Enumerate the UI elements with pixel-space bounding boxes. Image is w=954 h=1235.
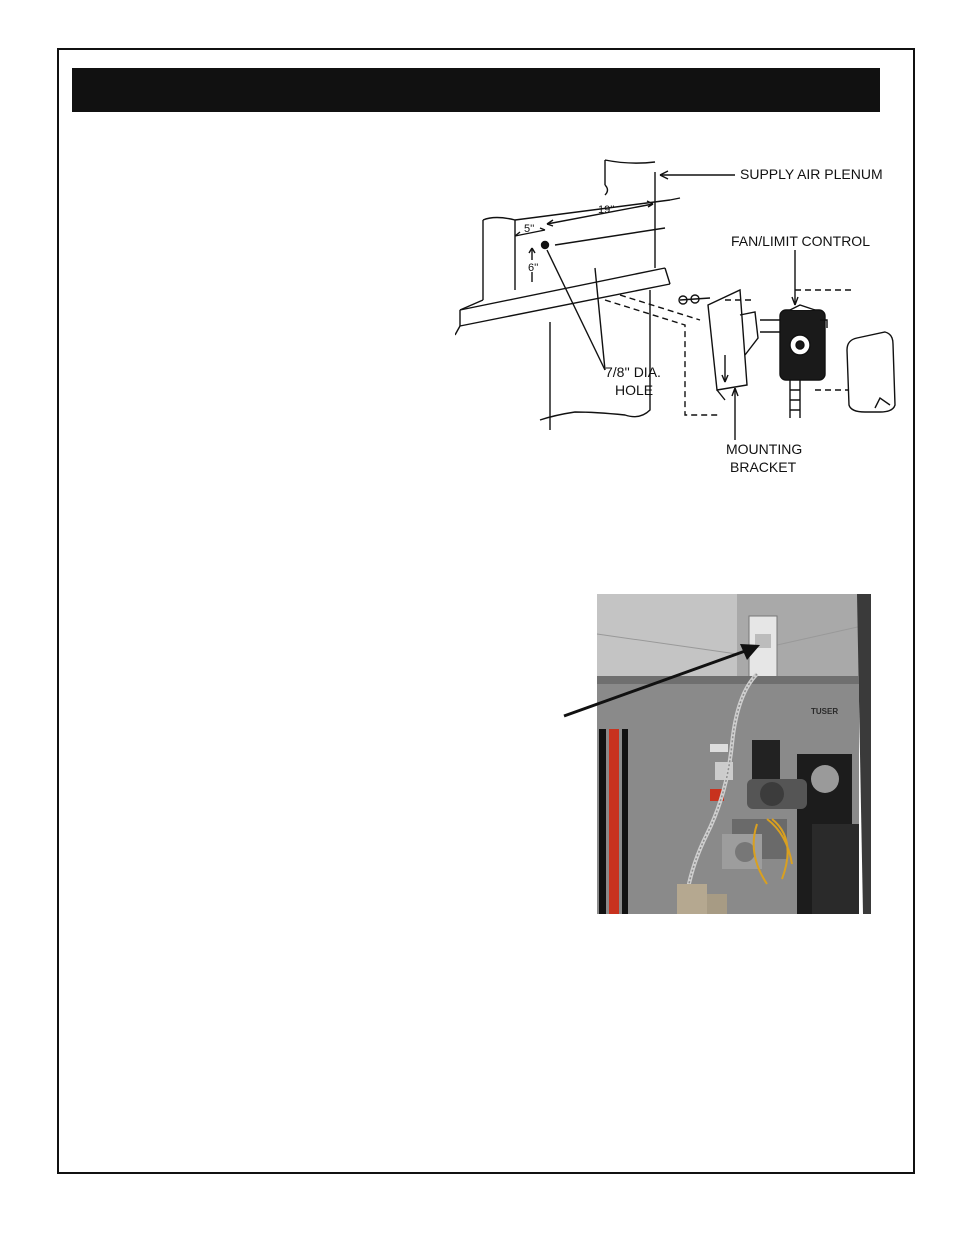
plenum-top-break — [605, 160, 655, 185]
label-hole-line2: HOLE — [615, 382, 654, 398]
section-header-bar — [72, 68, 880, 112]
photo-brand-plate: TUSER — [811, 707, 839, 716]
hole-mark — [542, 242, 549, 249]
label-supply-air-plenum: SUPPLY AIR PLENUM — [740, 166, 883, 182]
dimension-19: 19'' — [598, 204, 615, 216]
dimension-5: 5'' — [524, 223, 535, 235]
label-hole-line1: 7/8'' DIA. — [605, 364, 661, 380]
fan-limit-install-diagram — [455, 150, 905, 480]
callout-arrow — [560, 640, 770, 720]
dimension-6: 6'' — [528, 262, 539, 274]
label-bracket-line1: MOUNTING — [726, 441, 803, 457]
label-bracket-line2: BRACKET — [730, 459, 797, 475]
label-fan-limit-control: FAN/LIMIT CONTROL — [731, 233, 870, 249]
